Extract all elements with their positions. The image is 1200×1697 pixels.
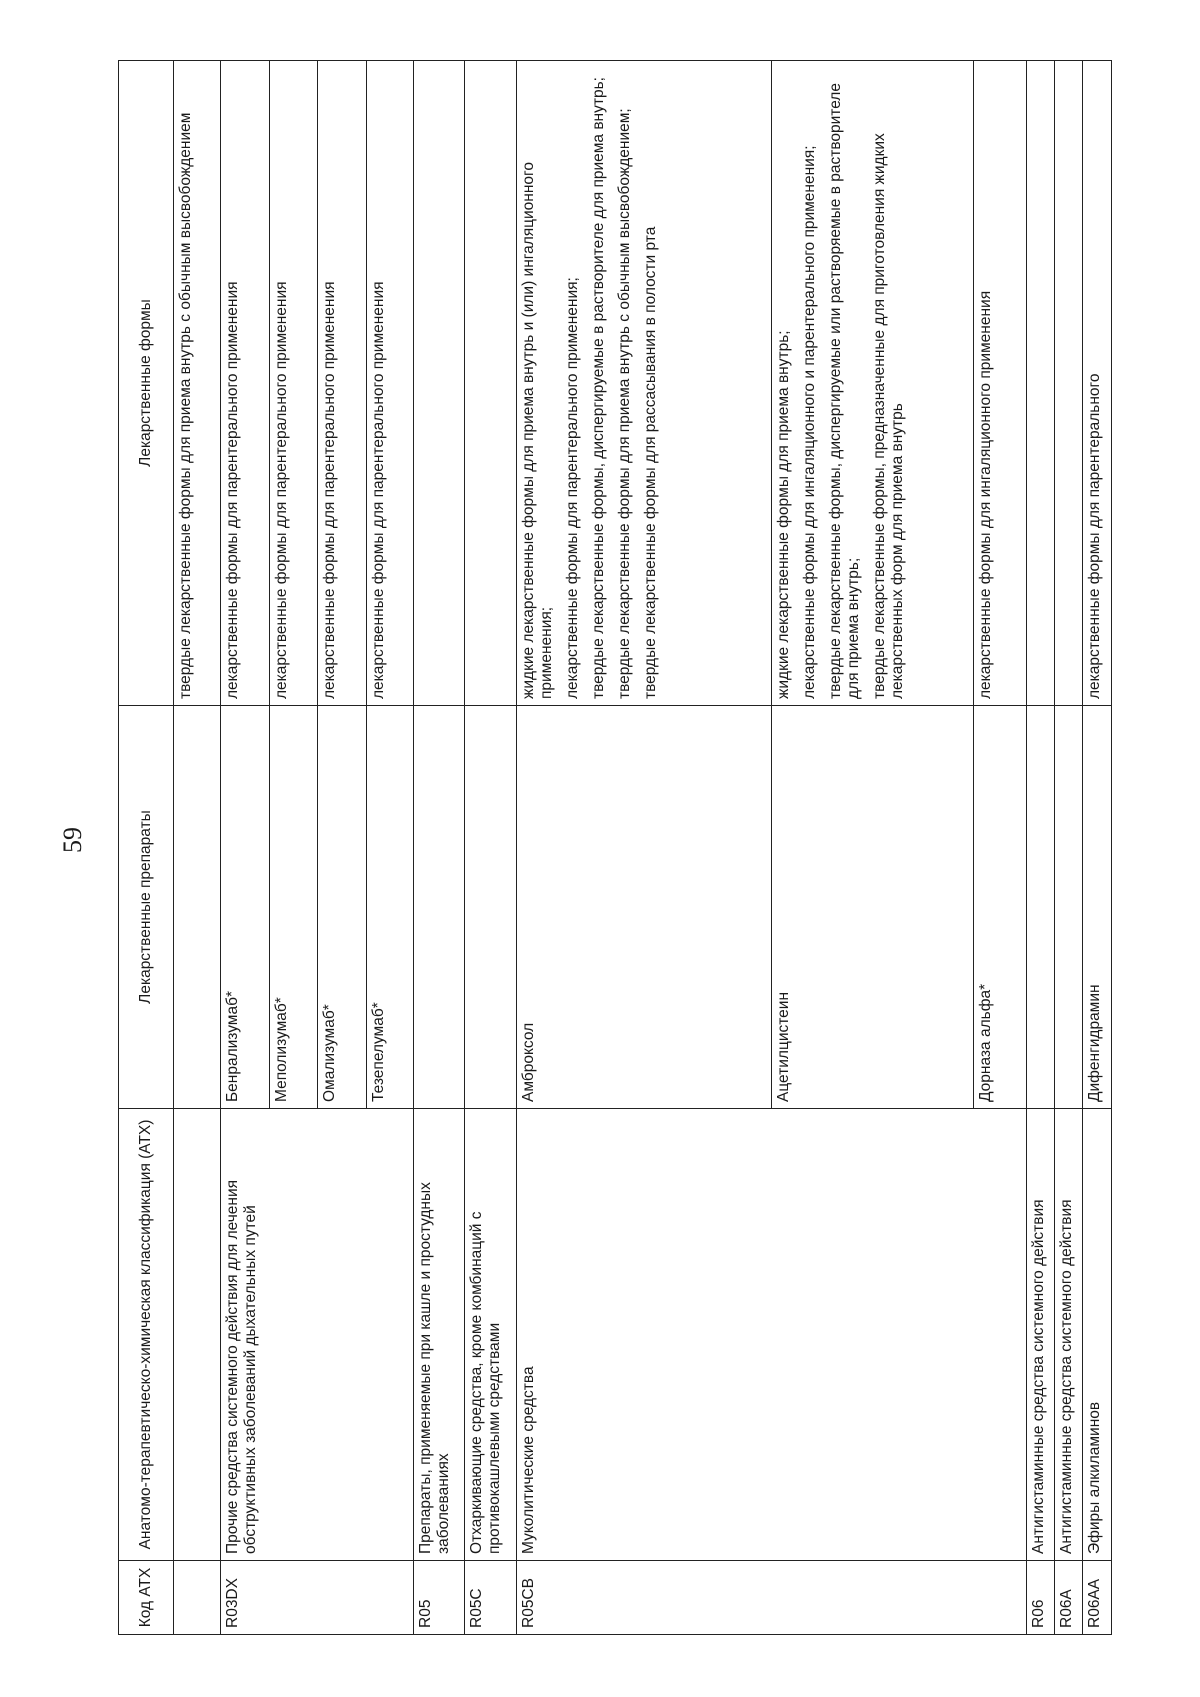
cell-classification: Эфиры алкиламинов bbox=[1083, 1109, 1112, 1561]
rotated-table-container bbox=[118, 61, 1112, 1635]
header-code: Код АТХ bbox=[119, 1561, 174, 1635]
cell-drug: Дорназа альфа* bbox=[974, 706, 1026, 1109]
cell-form bbox=[772, 61, 974, 706]
cell-classification: Отхаркивающие средства, кроме комбинаций с противокашлевыми средствами bbox=[465, 1109, 516, 1561]
cell-drug bbox=[173, 706, 221, 1109]
form-line: твердые лекарственные формы, диспергируемые или растворяемые в растворителе для приема внутрь; bbox=[827, 83, 863, 699]
form-line: твердые лекарственные формы для рассасывания в полости рта bbox=[641, 226, 659, 699]
form-line: твердые лекарственные формы для приема внутрь с обычным высвобождением; bbox=[615, 108, 633, 699]
page-number: 59 bbox=[58, 827, 87, 853]
header-drugs: Лекарственные препараты bbox=[119, 706, 174, 1109]
cell-form: лекарственные формы для парентерального применения bbox=[270, 61, 318, 706]
header-classification: Анатомо-терапевтическо-химическая классификация (АТХ) bbox=[119, 1109, 174, 1561]
cell-drug bbox=[1026, 706, 1054, 1109]
table-row bbox=[173, 61, 221, 1635]
cell-drug: Тезепелумаб* bbox=[366, 706, 414, 1109]
table-row bbox=[1026, 61, 1054, 1635]
cell-drug: Омализумаб* bbox=[317, 706, 366, 1109]
form-line: жидкие лекарственные формы для приема внутрь; bbox=[775, 330, 793, 699]
table-row bbox=[221, 61, 270, 1635]
cell-code: R06AA bbox=[1083, 1561, 1112, 1635]
cell-drug bbox=[1055, 706, 1083, 1109]
cell-form: лекарственные формы для парентерального применения bbox=[366, 61, 414, 706]
cell-code: R03DX bbox=[221, 1561, 414, 1635]
form-line: твердые лекарственные формы, предназначенные для приготовления жидких лекарственных форм для приема внутрь bbox=[871, 133, 907, 699]
table-row bbox=[1055, 61, 1083, 1635]
form-line: твердые лекарственные формы, диспергируемые в растворителе для приема внутрь; bbox=[589, 77, 607, 699]
cell-form: лекарственные формы для парентерального bbox=[1083, 61, 1112, 706]
cell-form: лекарственные формы для ингаляционного применения bbox=[974, 61, 1026, 706]
cell-form bbox=[414, 61, 465, 706]
table-row bbox=[465, 61, 516, 1635]
cell-form: твердые лекарственные формы для приема внутрь с обычным высвобождением bbox=[173, 61, 221, 706]
cell-form: лекарственные формы для парентерального применения bbox=[221, 61, 270, 706]
cell-form bbox=[1026, 61, 1054, 706]
cell-drug: Меполизумаб* bbox=[270, 706, 318, 1109]
cell-drug: Ацетилцистеин bbox=[772, 706, 974, 1109]
cell-form: лекарственные формы для парентерального применения bbox=[317, 61, 366, 706]
page-number-container bbox=[58, 800, 88, 880]
table-header-row bbox=[119, 61, 174, 1635]
table-row bbox=[516, 61, 772, 1635]
cell-form bbox=[516, 61, 772, 706]
cell-form bbox=[465, 61, 516, 706]
cell-drug bbox=[414, 706, 465, 1109]
cell-code: R05CB bbox=[516, 1561, 1026, 1635]
cell-classification: Антигистаминные средства системного действия bbox=[1026, 1109, 1054, 1561]
cell-form bbox=[1055, 61, 1083, 706]
cell-classification: Муколитические средства bbox=[516, 1109, 1026, 1561]
cell-classification: Антигистаминные средства системного действия bbox=[1055, 1109, 1083, 1561]
cell-drug: Дифенгидрамин bbox=[1083, 706, 1112, 1109]
atx-table bbox=[118, 60, 1112, 1635]
cell-classification: Прочие средства системного действия для лечения обструктивных заболеваний дыхательных путей bbox=[221, 1109, 414, 1561]
cell-code: R06A bbox=[1055, 1561, 1083, 1635]
cell-classification bbox=[173, 1109, 221, 1561]
cell-drug: Амброксол bbox=[516, 706, 772, 1109]
cell-code: R05 bbox=[414, 1561, 465, 1635]
cell-drug bbox=[465, 706, 516, 1109]
cell-code: R06 bbox=[1026, 1561, 1054, 1635]
table-row bbox=[1083, 61, 1112, 1635]
header-forms: Лекарственные формы bbox=[119, 61, 174, 706]
form-line: лекарственные формы для парентерального применения; bbox=[563, 277, 581, 699]
cell-code bbox=[173, 1561, 221, 1635]
form-line: жидкие лекарственные формы для приема внутрь и (или) ингаляционного применения; bbox=[519, 162, 555, 699]
cell-code: R05C bbox=[465, 1561, 516, 1635]
cell-drug: Бенрализумаб* bbox=[221, 706, 270, 1109]
cell-classification: Препараты, применяемые при кашле и простудных заболеваниях bbox=[414, 1109, 465, 1561]
table-row bbox=[414, 61, 465, 1635]
form-line: лекарственные формы для ингаляционного и парентерального применения; bbox=[801, 145, 819, 699]
